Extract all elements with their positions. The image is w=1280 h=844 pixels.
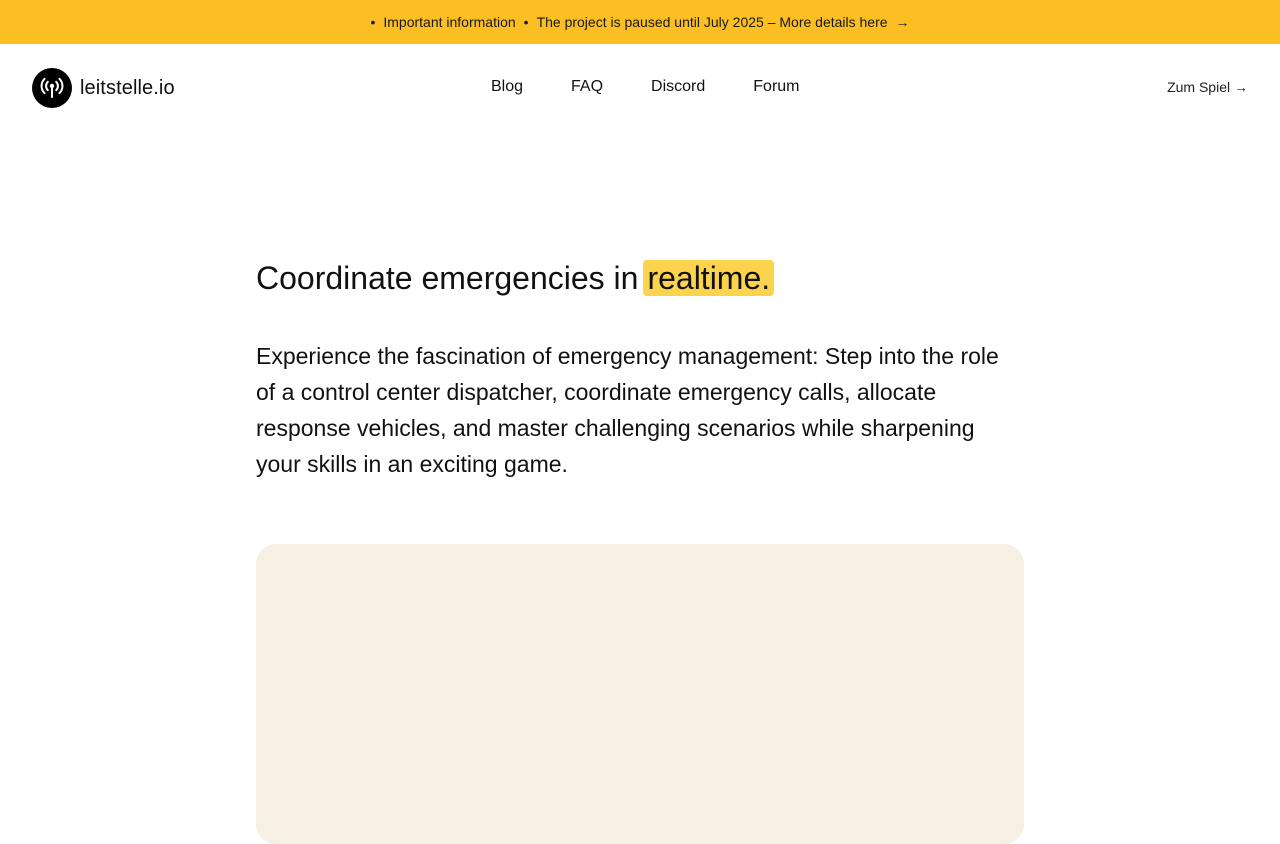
announcement-banner[interactable] xyxy=(0,0,1280,44)
nav-discord[interactable]: Discord xyxy=(651,78,706,95)
main-nav xyxy=(491,78,800,96)
banner-message[interactable]: The project is paused until July 2025 – More details here xyxy=(536,14,888,30)
arrow-right-icon: → xyxy=(1234,79,1248,95)
nav-blog[interactable]: Blog xyxy=(491,78,524,95)
logo-text: leitstelle.io xyxy=(80,76,175,99)
hero-section xyxy=(256,258,1024,482)
broadcast-antenna-icon xyxy=(32,68,72,108)
arrow-right-icon: → xyxy=(895,14,910,30)
banner-bullet-2: • xyxy=(523,14,529,30)
site-header xyxy=(0,44,1280,132)
nav-faq[interactable]: FAQ xyxy=(571,78,604,95)
headline-highlight: realtime. xyxy=(643,260,774,296)
nav-forum[interactable]: Forum xyxy=(753,78,800,95)
play-game-label: Zum Spiel xyxy=(1167,79,1231,95)
game-preview-panel xyxy=(256,544,1024,844)
banner-bullet: • xyxy=(370,14,376,30)
banner-label: Important information xyxy=(383,14,516,30)
headline-text: Coordinate emergencies in xyxy=(256,260,639,296)
play-game-link[interactable] xyxy=(1167,79,1248,95)
hero-description: Experience the fascination of emergency management: Step into the role of a control center dispatcher, coordinate emergency calls, allocate response vehicles, and master challenging scenarios while sharpening your skills in an exciting game. xyxy=(256,343,999,477)
logo-link[interactable] xyxy=(32,68,175,108)
hero-headline xyxy=(256,258,1024,298)
